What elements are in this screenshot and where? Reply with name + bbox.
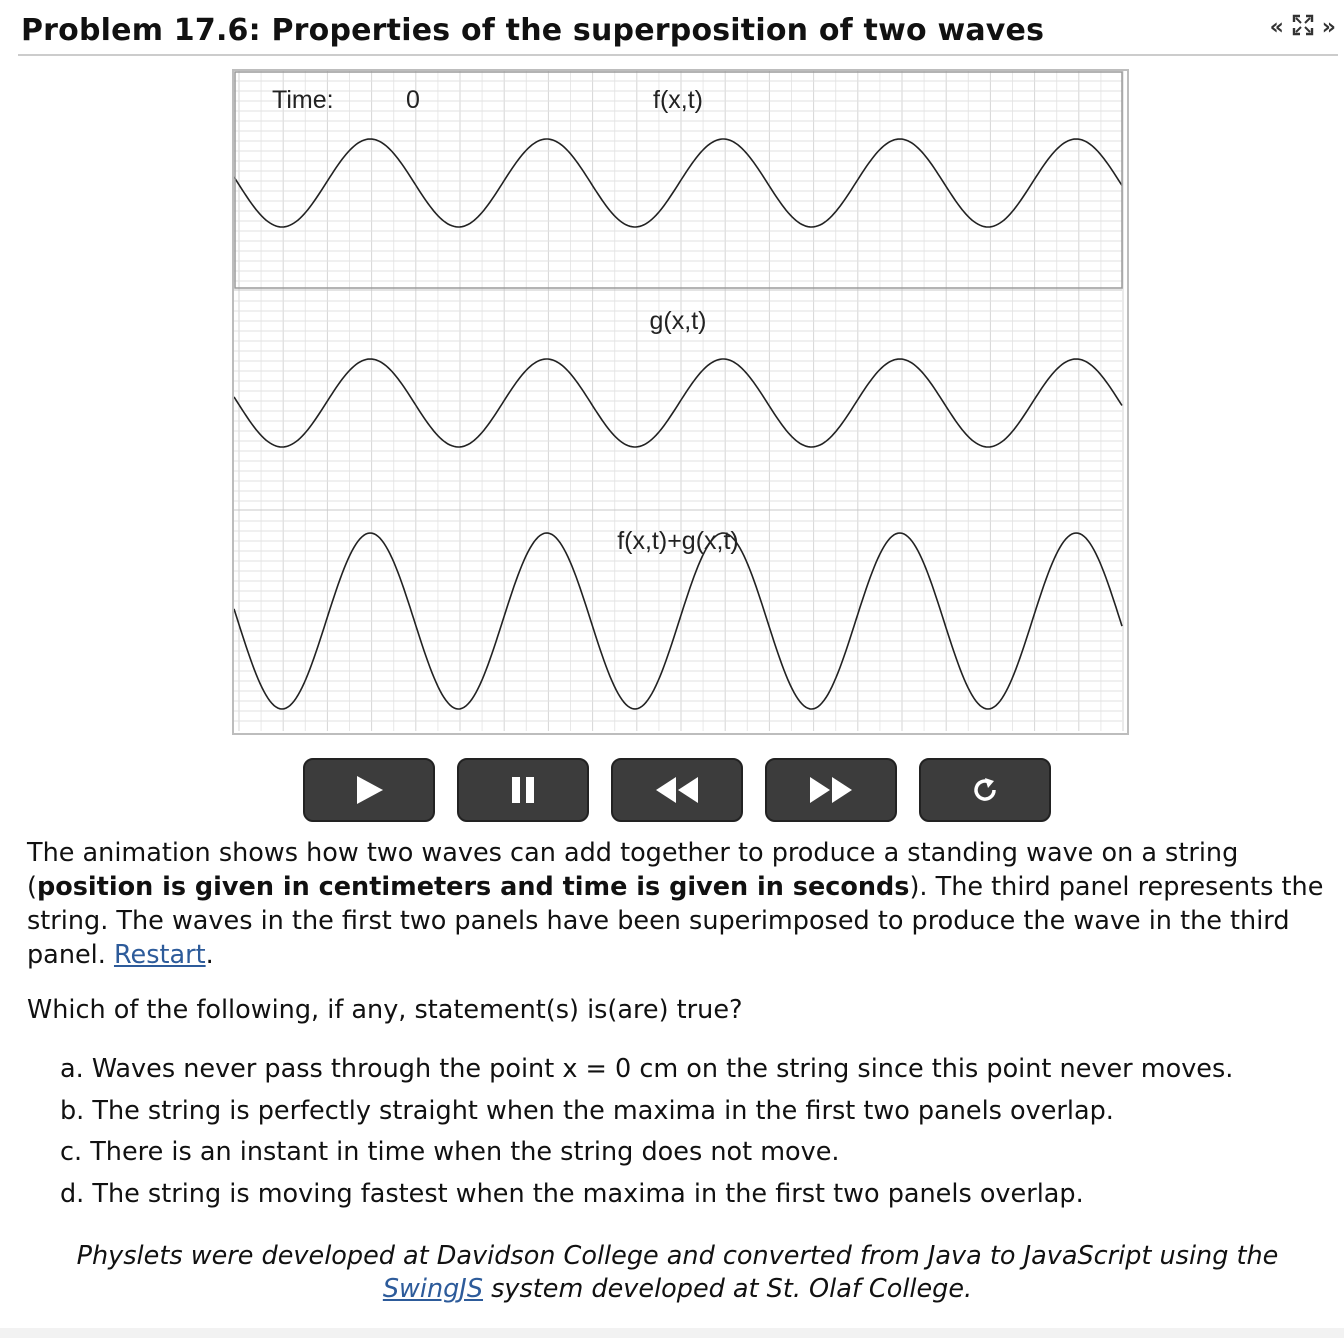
previous-problem-icon[interactable]: « bbox=[1269, 15, 1284, 40]
description-units-bold: position is given in centimeters and time is given in seconds bbox=[36, 872, 910, 902]
description-text: The animation shows how two waves can add together to produce a standing wave on a string ( bbox=[27, 838, 1239, 902]
grid-layer bbox=[234, 71, 1123, 731]
swingjs-link[interactable]: SwingJS bbox=[382, 1274, 484, 1304]
panel-g bbox=[234, 359, 1122, 447]
option-d: d. The string is moving fastest when the maxima in the first two panels overlap. bbox=[60, 1178, 1084, 1209]
wave-curve-0 bbox=[234, 139, 1122, 227]
play-button[interactable] bbox=[303, 758, 435, 822]
wave-panels bbox=[234, 71, 1127, 733]
bottom-strip bbox=[0, 1328, 1344, 1338]
physlets-credit bbox=[40, 1240, 1315, 1306]
simulation-canvas[interactable] bbox=[232, 69, 1129, 735]
panel-f bbox=[234, 139, 1122, 227]
problem-nav bbox=[1270, 14, 1336, 41]
wave-curve-1 bbox=[234, 359, 1122, 447]
problem-description bbox=[27, 836, 1327, 972]
animation-controls bbox=[303, 758, 1051, 822]
answer-options bbox=[60, 1051, 1233, 1217]
step-back-button[interactable] bbox=[611, 758, 743, 822]
time-label: Time: bbox=[272, 86, 334, 114]
option-a: a. Waves never pass through the point x = 0 cm on the string since this point never moves. bbox=[60, 1054, 1234, 1084]
fast-forward-icon bbox=[808, 773, 854, 807]
reset-button[interactable] bbox=[919, 758, 1051, 822]
description-period: . bbox=[205, 940, 214, 970]
pause-button[interactable] bbox=[457, 758, 589, 822]
panel-label-f: f(x,t) bbox=[653, 86, 703, 114]
description-text-2: ). The third panel represents the string. The waves in the first two panels have been superimposed to produce the wave in the third panel. bbox=[27, 872, 1324, 970]
option-b: b. The string is perfectly straight when the maxima in the first two panels overlap. bbox=[60, 1095, 1114, 1126]
problem-header bbox=[18, 10, 1338, 56]
panel-label-g: g(x,t) bbox=[649, 307, 707, 335]
time-value: 0 bbox=[406, 86, 420, 114]
question-text: Which of the following, if any, statement(s) is(are) true? bbox=[27, 995, 743, 1025]
option-c: c. There is an instant in time when the string does not move. bbox=[60, 1137, 840, 1167]
credit-text-2: system developed at St. Olaf College. bbox=[483, 1274, 973, 1304]
next-problem-icon[interactable]: » bbox=[1321, 15, 1336, 40]
page-title: Problem 17.6: Properties of the superposition of two waves bbox=[21, 13, 1045, 48]
pause-icon bbox=[506, 773, 540, 807]
rewind-icon bbox=[654, 773, 700, 807]
expand-icon[interactable] bbox=[1292, 14, 1314, 41]
panel-label-sum: f(x,t)+g(x,t) bbox=[617, 527, 739, 555]
step-forward-button[interactable] bbox=[765, 758, 897, 822]
reset-icon bbox=[970, 775, 1000, 805]
play-icon bbox=[352, 773, 386, 807]
credit-text: Physlets were developed at Davidson College and converted from Java to JavaScript using the bbox=[76, 1241, 1279, 1271]
restart-link[interactable]: Restart bbox=[113, 940, 206, 970]
